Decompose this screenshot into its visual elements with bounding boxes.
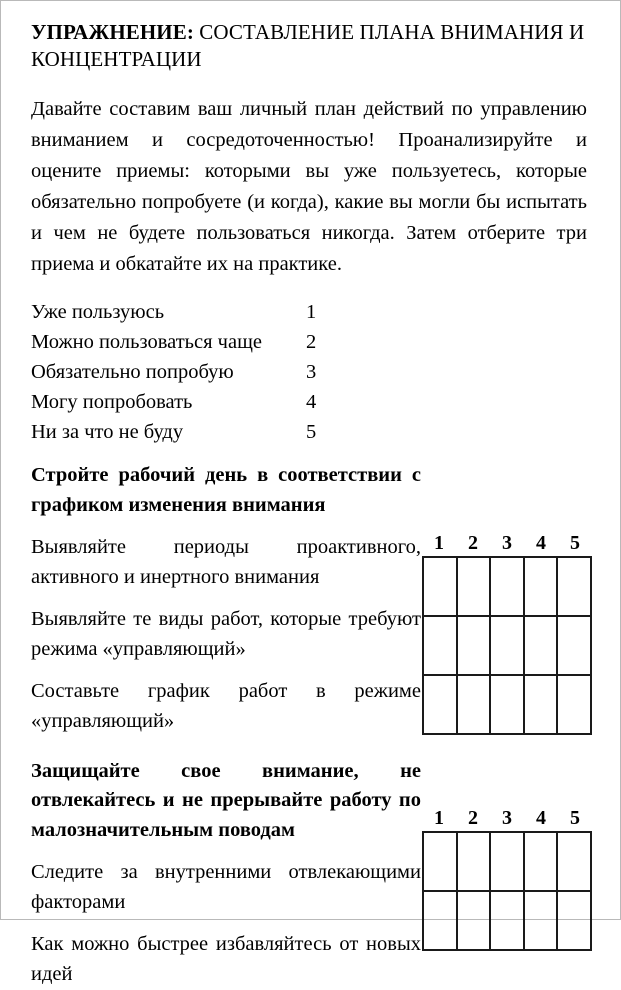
scale-item-value: 4: [306, 390, 317, 413]
scale-item-label: Могу попробовать: [31, 390, 193, 413]
scale-item-label: Уже пользуюсь: [31, 300, 165, 323]
grid-cell[interactable]: [458, 617, 492, 676]
section-text-column: [31, 757, 421, 990]
checklist-item: Составьте график работ в режиме «управляющий»: [31, 679, 421, 732]
grid-cell[interactable]: [558, 617, 592, 676]
grid-column-header: 3: [502, 532, 512, 555]
grid-cell[interactable]: [525, 892, 559, 951]
grid-cell[interactable]: [424, 558, 458, 617]
grid-row: [424, 892, 592, 951]
scale-item-value: 5: [306, 421, 317, 444]
grid-column-header: 2: [468, 532, 478, 555]
section-protect-attention: [31, 757, 593, 990]
page-title-rest: СОСТАВЛЕНИЕ ПЛАНА ВНИМАНИЯ И КОНЦЕНТРАЦИИ: [31, 20, 585, 72]
grid-column-header: 4: [536, 532, 546, 555]
grid-cell[interactable]: [424, 892, 458, 951]
grid-cell[interactable]: [558, 676, 592, 735]
scale-item: [31, 297, 361, 327]
section-text-column: [31, 461, 421, 736]
scale-item: [31, 327, 361, 357]
checklist-item: Следите за внутренними отвлекающими факторами: [31, 861, 421, 914]
grid-cell[interactable]: [491, 833, 525, 892]
grid-column-header: 3: [502, 806, 512, 829]
grid-cell[interactable]: [424, 676, 458, 735]
grid-column-headers: [422, 533, 592, 553]
grid-cell[interactable]: [558, 558, 592, 617]
checklist-item: Выявляйте те виды работ, которые требуют режима «управляющий»: [31, 607, 421, 660]
grid-cell[interactable]: [424, 833, 458, 892]
grid-cell[interactable]: [525, 617, 559, 676]
grid-row: [424, 676, 592, 735]
grid-column-headers: [422, 808, 592, 828]
scale-item: [31, 357, 361, 387]
grid-cell[interactable]: [558, 892, 592, 951]
scale-item-value: 3: [306, 360, 317, 383]
scale-item-label: Обязательно попробую: [31, 360, 234, 383]
grid-cell[interactable]: [491, 558, 525, 617]
grid-column-header: 5: [570, 532, 580, 555]
grid-cell[interactable]: [525, 833, 559, 892]
page-title-prefix: УПРАЖНЕНИЕ:: [31, 20, 194, 44]
page-content: [31, 19, 593, 990]
grid-column-header: 1: [434, 532, 444, 555]
grid-cell[interactable]: [458, 833, 492, 892]
grid-cell[interactable]: [558, 833, 592, 892]
page-title: [31, 19, 593, 74]
grid-cell[interactable]: [458, 676, 492, 735]
grid-column-header: 5: [570, 806, 580, 829]
grid-cell[interactable]: [525, 558, 559, 617]
grid-cell[interactable]: [424, 617, 458, 676]
grid-cell[interactable]: [491, 892, 525, 951]
section-heading: Стройте рабочий день в соответствии с графиком изменения внимания: [31, 464, 421, 517]
scale-item-label: Ни за что не буду: [31, 421, 184, 444]
scale-item: [31, 417, 361, 447]
grid-cell[interactable]: [491, 617, 525, 676]
grid-cell[interactable]: [525, 676, 559, 735]
grid-row: [424, 617, 592, 676]
grid-body: [422, 556, 592, 735]
rating-grid-section-1: [422, 533, 592, 735]
grid-body: [422, 831, 592, 951]
rating-grid-section-2: [422, 808, 592, 951]
scale-item-value: 2: [306, 330, 317, 353]
scale-item: [31, 387, 361, 417]
section-heading: Защищайте свое внимание, не отвлекайтесь и не прерывайте работу по малозначительным поводам: [31, 759, 421, 842]
section-work-schedule: [31, 461, 593, 736]
rating-scale-list: [31, 297, 361, 448]
scale-item-label: Можно пользоваться чаще: [31, 330, 262, 353]
grid-row: [424, 558, 592, 617]
grid-cell[interactable]: [458, 558, 492, 617]
grid-column-header: 1: [434, 806, 444, 829]
intro-paragraph: Давайте составим ваш личный план действий по управлению вниманием и сосредоточенностью! Проанализируйте и оцените приемы: которыми вы уже пользуетесь, которые обязательно попробуете (и когда), какие вы могли бы испытать и чем не будете пользоваться никогда. Затем отберите три приема и обкатайте их на практике.: [31, 97, 587, 276]
scale-item-value: 1: [306, 300, 317, 323]
grid-cell[interactable]: [491, 676, 525, 735]
grid-column-header: 2: [468, 806, 478, 829]
grid-column-header: 4: [536, 806, 546, 829]
grid-row: [424, 833, 592, 892]
checklist-item: Как можно быстрее избавляйтесь от новых идей: [31, 933, 421, 986]
grid-cell[interactable]: [458, 892, 492, 951]
checklist-item: Выявляйте периоды проактивного, активного и инертного внимания: [31, 536, 421, 588]
